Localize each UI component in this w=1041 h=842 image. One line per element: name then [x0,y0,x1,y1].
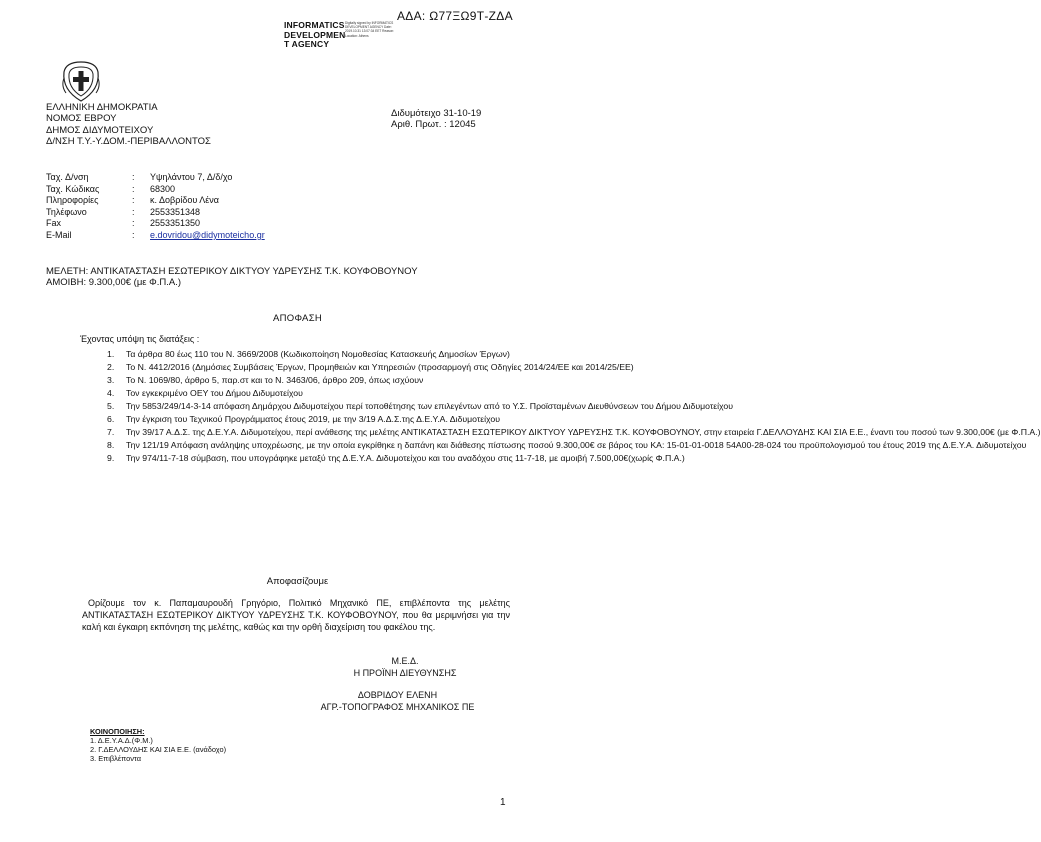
item-text: Την έγκριση του Τεχνικού Προγράμματος έτους 2019, με την 3/19 Α.Δ.Σ.της Δ.Ε.Υ.Α. Διδυμοτείχου [126,414,500,424]
item-number: 4. [107,388,115,398]
cc-item: 2. Γ.ΔΕΛΛΟΥΔΗΣ ΚΑΙ ΣΙΑ Ε.Ε. (ανάδοχο) [90,745,227,754]
contact-label: Fax [46,218,62,229]
signature-line: Μ.Ε.Δ. [391,656,419,666]
greek-coat-of-arms-icon [60,60,102,104]
contact-label: E-Mail [46,229,72,240]
item-text: Τον εγκεκριμένο ΟΕΥ του Δήμου Διδυμοτείχου [126,388,303,398]
header-line: ΕΛΛΗΝΙΚΗ ΔΗΜΟΚΡΑΤΙΑ [46,102,158,113]
contact-label: Ταχ. Κώδικας [46,183,100,194]
document-title: ΑΠΟΦΑΣΗ [272,313,323,324]
email-link[interactable]: e.dovridou@didymoteicho.gr [150,229,265,240]
item-text: Την 39/17 Α.Δ.Σ. της Δ.Ε.Υ.Α. Διδυμοτείχου, περί ανάθεσης της μελέτης ΑΝΤΙΚΑΤΑΣΤΑΣΗ ΕΣΩΤΕΡΙΚΟΥ ΔΙΚΤΥΟΥ ΥΔΡΕΥΣΗΣ Τ.Κ. ΚΟΥΦΟΒΟΥΝΟΥ, στην εταιρεία Γ.ΔΕΛΛΟΥΔΗΣ ΚΑΙ ΣΙΑ Ε.Ε., έναντι του ποσού των 9.300,00€ (με Φ.Π.Α.) [126,427,1041,437]
distribution-list [90,727,226,763]
contact-row: Τηλέφωνο : 2553351348 [46,206,201,217]
signature-block [0,656,595,713]
item-text: Τα άρθρα 80 έως 110 του Ν. 3669/2008 (Κωδικοποίηση Νομοθεσίας Κατασκευής Δημοσίων Έργων) [126,349,510,359]
page-number: 1 [500,797,506,808]
contact-value: 2553351348 [150,206,201,217]
protocol-number: Αριθ. Πρωτ. : 12045 [391,119,476,131]
contact-label: Πληροφορίες [46,195,99,206]
subject-block [46,266,418,289]
list-item [107,401,733,412]
contact-row: Ταχ. Κώδικας : 68300 [46,183,176,194]
list-item [107,375,509,386]
contact-label: Τηλέφωνο [46,206,87,217]
fee-line: ΑΜΟΙΒΗ: 9.300,00€ (με Φ.Π.Α.) [46,277,182,289]
provisions-intro: Έχοντας υπόψη τις διατάξεις : [80,334,200,344]
header-line: ΝΟΜΟΣ ΕΒΡΟΥ [46,113,117,125]
list-item [107,362,634,373]
contact-row: E-Mail : e.dovridou@didymoteicho.gr [46,229,265,240]
cc-item: 3. Επιβλέποντα [90,754,142,763]
issuer-header [46,102,211,147]
study-line: ΜΕΛΕΤΗ: ΑΝΤΙΚΑΤΑΣΤΑΣΗ ΕΣΩΤΕΡΙΚΟΥ ΔΙΚΤΥΟΥ ΥΔΡΕΥΣΗΣ Τ.Κ. ΚΟΥΦΟΒΟΥΝΟΥ [46,266,418,277]
cc-item: 1. Δ.Ε.Υ.Α.Δ.(Φ.Μ.) [90,736,153,745]
item-text: Την 5853/249/14-3-14 απόφαση Δημάρχου Διδυμοτείχου περί τοποθέτησης των επιλεγέντων από το Υ.Σ. Προϊσταμένων Διευθύνσεων του Δήμου Διδυμοτείχου [126,401,733,411]
list-item [107,427,1041,438]
item-text: Την 974/11-7-18 σύμβαση, που υπογράφηκε μεταξύ της Δ.Ε.Υ.Α. Διδυμοτείχου και του αναδόχου στις 11-7-18, με αμοιβή 7.500,00€(χωρίς Φ.Π.Α.) [126,453,685,463]
item-number: 3. [107,375,115,385]
item-number: 9. [107,453,115,463]
item-number: 1. [107,349,115,359]
digital-signature-details: Digitally signed by INFORMATICS DEVELOPMENT AGENCY Date: 2019.10.31 13:07:34 EET Reason: Location: Athens [345,21,395,38]
list-item [107,349,509,360]
item-number: 5. [107,401,115,411]
item-number: 8. [107,440,115,450]
contact-value: Υψηλάντου 7, Δ/δ/χο [150,172,233,182]
stamp-line: DEVELOPMEN [284,29,346,40]
contact-details [46,172,265,242]
item-number: 6. [107,414,115,424]
cc-title: ΚΟΙΝΟΠΟΙΗΣΗ: [90,727,145,736]
list-item [107,453,685,464]
contact-label: Ταχ. Δ/νση [46,172,89,182]
decision-paragraph: Ορίζουμε τον κ. Παπαμαυρουδή Γρηγόριο, Πολιτικό Μηχανικό ΠΕ, επιβλέποντα της μελέτης ΑΝΤΙΚΑΤΑΣΤΑΣΗ ΕΣΩΤΕΡΙΚΟΥ ΔΙΚΤΥΟΥ ΥΔΡΕΥΣΗΣ Τ.Κ. ΚΟΥΦΟΒΟΥΝΟΥ, που θα μεριμνήσει για την καλή και έγκαιρη εκπόνηση της μελέτης, καθώς και την ορθή διαχείριση του φακέλου της. [82,598,510,632]
item-text: Το Ν. 4412/2016 (Δημόσιες Συμβάσεις Έργων, Προμηθειών και Υπηρεσιών (προσαρμογή στις Οδηγίες 2014/24/ΕΕ και 2014/25/ΕΕ) [126,362,634,372]
header-line: Δ/ΝΣΗ Τ.Υ.-Υ.ΔΟΜ.-ΠΕΡΙΒΑΛΛΟΝΤΟΣ [46,135,211,147]
document-reference [391,108,481,131]
stamp-line: INFORMATICS [284,20,345,30]
signatory-name: ΔΟΒΡΙΔΟΥ ΕΛΕΝΗ [357,690,438,700]
item-number: 7. [107,427,115,437]
list-item [107,388,509,399]
document-date: Διδυμότειχο 31-10-19 [391,108,482,119]
contact-value: 2553351350 [150,218,201,229]
ada-code: ΑΔΑ: Ω77ΞΩ9Τ-ΖΔΑ [397,9,513,23]
item-number: 2. [107,362,115,372]
contact-row: Ταχ. Δ/νση : Υψηλάντου 7, Δ/δ/χο [46,172,233,182]
stamp-line: T AGENCY [284,39,330,49]
list-item [107,414,509,425]
contact-value: 68300 [150,183,176,194]
decision-heading: Αποφασίζουμε [266,576,329,587]
contact-row: Fax : 2553351350 [46,218,201,229]
item-text: Την 121/19 Απόφαση ανάληψης υποχρέωσης, με την οποία εγκρίθηκε η δαπάνη και διάθεσης πίστωσης ποσού 9.300,00€ σε βάρος του ΚΑ: 15-01-01-0018 54Α00-28-024 του προϋπολογισμού του έτους 2019 της Δ.Ε.Υ.Α. Διδυμοτείχου [126,440,1027,450]
contact-row: Πληροφορίες : κ. Δοβρίδου Λένα [46,195,219,206]
signature-line: Η ΠΡΟΪΝΗ ΔΙΕΥΘΥΝΣΗΣ [353,667,457,678]
contact-value: κ. Δοβρίδου Λένα [150,195,219,206]
provisions-list [107,349,1041,466]
header-line: ΔΗΜΟΣ ΔΙΔΥΜΟΤΕΙΧΟΥ [46,124,154,136]
list-item [107,440,1027,451]
item-text: Το Ν. 1069/80, άρθρο 5, παρ.στ και το Ν. 3463/06, άρθρο 209, όπως ισχύουν [126,375,424,385]
signatory-role: ΑΓΡ.-ΤΟΠΟΓΡΑΦΟΣ ΜΗΧΑΝΙΚΟΣ ΠΕ [320,701,475,712]
